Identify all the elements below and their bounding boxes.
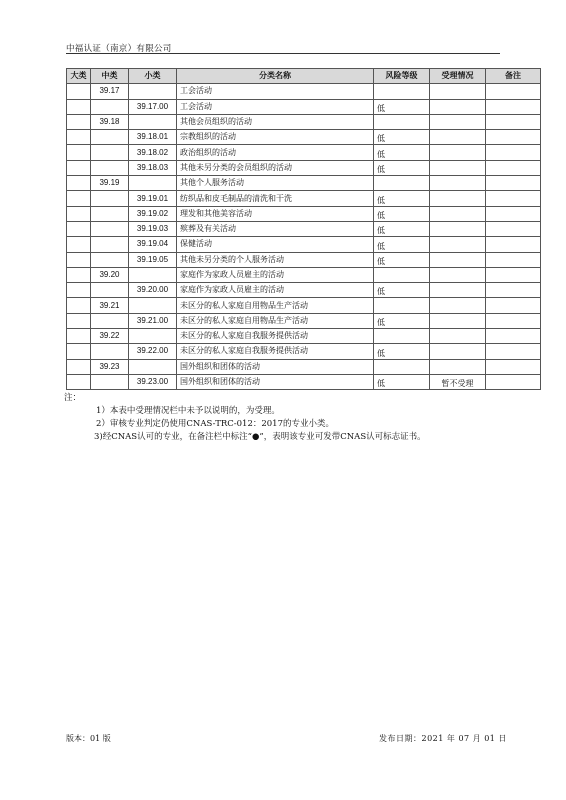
cell-minor: 39.19.02: [129, 206, 177, 221]
cell-name: 未区分的私人家庭自用物品生产活动: [177, 298, 374, 313]
cell-risk: 低: [374, 313, 430, 328]
cell-risk: [374, 329, 430, 344]
cell-acceptance: [430, 344, 486, 359]
cell-major: [67, 298, 91, 313]
cell-risk: 低: [374, 145, 430, 160]
cell-acceptance: [430, 252, 486, 267]
cell-remark: [486, 130, 541, 145]
col-header-name: 分类名称: [177, 69, 374, 84]
table-row: [67, 298, 541, 313]
cell-remark: [486, 176, 541, 191]
cell-remark: [486, 359, 541, 374]
cell-acceptance: [430, 191, 486, 206]
cell-remark: [486, 283, 541, 298]
cell-major: [67, 160, 91, 175]
cell-acceptance: [430, 145, 486, 160]
cell-minor: [129, 267, 177, 282]
cell-remark: [486, 252, 541, 267]
cell-name: 国外组织和团体的活动: [177, 374, 374, 389]
cell-name: 其他个人服务活动: [177, 176, 374, 191]
cell-minor: [129, 329, 177, 344]
cell-minor: 39.18.03: [129, 160, 177, 175]
cell-remark: [486, 329, 541, 344]
cell-mid: 39.22: [91, 329, 129, 344]
cell-mid: 39.20: [91, 267, 129, 282]
cell-risk: 低: [374, 130, 430, 145]
cell-remark: [486, 344, 541, 359]
table-row: [67, 114, 541, 129]
cell-major: [67, 359, 91, 374]
cell-mid: [91, 160, 129, 175]
table-row: [67, 176, 541, 191]
cell-major: [67, 145, 91, 160]
cell-mid: [91, 252, 129, 267]
cell-risk: 低: [374, 160, 430, 175]
cell-risk: 低: [374, 237, 430, 252]
cell-major: [67, 191, 91, 206]
cell-risk: 低: [374, 252, 430, 267]
cell-remark: [486, 114, 541, 129]
cell-minor: [129, 114, 177, 129]
cell-name: 未区分的私人家庭自我服务提供活动: [177, 329, 374, 344]
cell-minor: 39.19.05: [129, 252, 177, 267]
cell-acceptance: [430, 283, 486, 298]
cell-mid: [91, 191, 129, 206]
cell-minor: [129, 359, 177, 374]
cell-major: [67, 114, 91, 129]
cell-remark: [486, 221, 541, 236]
cell-major: [67, 84, 91, 99]
table-row: [67, 145, 541, 160]
note-item: 1）本表中受理情况栏中未予以说明的，为受理。: [96, 406, 280, 416]
cell-remark: [486, 206, 541, 221]
col-header-remark: 备注: [486, 69, 541, 84]
table-row: [67, 359, 541, 374]
cell-acceptance: [430, 206, 486, 221]
cell-risk: 低: [374, 191, 430, 206]
cell-mid: [91, 221, 129, 236]
cell-risk: [374, 267, 430, 282]
cell-risk: 低: [374, 283, 430, 298]
note-item: 2）审核专业判定仍使用CNAS-TRC-012：2017的专业小类。: [96, 419, 334, 429]
cell-name: 家庭作为家政人员雇主的活动: [177, 283, 374, 298]
table-row: [67, 84, 541, 99]
cell-remark: [486, 84, 541, 99]
cell-name: 其他未另分类的个人服务活动: [177, 252, 374, 267]
cell-risk: [374, 298, 430, 313]
cell-remark: [486, 374, 541, 389]
cell-mid: 39.23: [91, 359, 129, 374]
cell-acceptance: [430, 267, 486, 282]
cell-name: 其他未另分类的会员组织的活动: [177, 160, 374, 175]
cell-mid: [91, 99, 129, 114]
cell-mid: [91, 130, 129, 145]
col-header-minor: 小类: [129, 69, 177, 84]
cell-risk: 低: [374, 374, 430, 389]
cell-acceptance: [430, 221, 486, 236]
cell-major: [67, 221, 91, 236]
table-row: [67, 313, 541, 328]
note-item: 3)经CNAS认可的专业，在备注栏中标注“●”，表明该专业可发带CNAS认可标志证书。: [94, 432, 426, 442]
cell-major: [67, 313, 91, 328]
cell-minor: [129, 84, 177, 99]
cell-risk: [374, 176, 430, 191]
col-header-risk: 风险等级: [374, 69, 430, 84]
cell-remark: [486, 145, 541, 160]
cell-name: 未区分的私人家庭自我服务提供活动: [177, 344, 374, 359]
cell-mid: 39.18: [91, 114, 129, 129]
cell-name: 政治组织的活动: [177, 145, 374, 160]
table-row: [67, 329, 541, 344]
cell-acceptance: [430, 313, 486, 328]
cell-risk: [374, 114, 430, 129]
cell-mid: [91, 206, 129, 221]
cell-major: [67, 176, 91, 191]
cell-major: [67, 344, 91, 359]
cell-minor: 39.23.00: [129, 374, 177, 389]
cell-acceptance: [430, 298, 486, 313]
table-body: [67, 84, 541, 390]
cell-remark: [486, 237, 541, 252]
table-row: [67, 237, 541, 252]
cell-minor: 39.18.02: [129, 145, 177, 160]
cell-acceptance: [430, 329, 486, 344]
cell-remark: [486, 267, 541, 282]
cell-risk: 低: [374, 206, 430, 221]
cell-minor: [129, 298, 177, 313]
header-rule: [66, 53, 500, 54]
cell-minor: 39.21.00: [129, 313, 177, 328]
cell-mid: [91, 237, 129, 252]
cell-acceptance: [430, 237, 486, 252]
table-row: [67, 130, 541, 145]
table-row: [67, 283, 541, 298]
company-header: 中福认证（南京）有限公司: [66, 44, 172, 54]
table-row: [67, 160, 541, 175]
cell-major: [67, 206, 91, 221]
cell-major: [67, 252, 91, 267]
cell-name: 宗教组织的活动: [177, 130, 374, 145]
cell-mid: [91, 283, 129, 298]
cell-acceptance: [430, 99, 486, 114]
cell-major: [67, 237, 91, 252]
classification-table: [66, 68, 541, 390]
cell-name: 家庭作为家政人员雇主的活动: [177, 267, 374, 282]
cell-mid: [91, 313, 129, 328]
cell-major: [67, 329, 91, 344]
version-label: 版本：01 版: [66, 734, 111, 743]
cell-minor: 39.22.00: [129, 344, 177, 359]
cell-major: [67, 99, 91, 114]
cell-minor: 39.19.01: [129, 191, 177, 206]
table-row: [67, 374, 541, 389]
cell-name: 工会活动: [177, 84, 374, 99]
table-row: [67, 221, 541, 236]
cell-name: 理发和其他美容活动: [177, 206, 374, 221]
cell-remark: [486, 160, 541, 175]
cell-remark: [486, 313, 541, 328]
cell-acceptance: [430, 84, 486, 99]
cell-major: [67, 267, 91, 282]
table-row: [67, 99, 541, 114]
cell-name: 殡葬及有关活动: [177, 221, 374, 236]
cell-minor: 39.20.00: [129, 283, 177, 298]
cell-acceptance: [430, 359, 486, 374]
cell-minor: 39.19.04: [129, 237, 177, 252]
cell-name: 其他会员组织的活动: [177, 114, 374, 129]
notes-label: 注：: [64, 393, 82, 403]
cell-acceptance: [430, 160, 486, 175]
cell-name: 国外组织和团体的活动: [177, 359, 374, 374]
cell-risk: 低: [374, 99, 430, 114]
cell-name: 纺织品和皮毛制品的清洗和干洗: [177, 191, 374, 206]
cell-name: 保健活动: [177, 237, 374, 252]
table-row: [67, 206, 541, 221]
cell-minor: 39.19.03: [129, 221, 177, 236]
cell-mid: [91, 374, 129, 389]
cell-mid: [91, 145, 129, 160]
cell-acceptance: [430, 114, 486, 129]
col-header-mid: 中类: [91, 69, 129, 84]
cell-name: 未区分的私人家庭自用物品生产活动: [177, 313, 374, 328]
cell-risk: 低: [374, 344, 430, 359]
cell-mid: 39.17: [91, 84, 129, 99]
col-header-acceptance: 受理情况: [430, 69, 486, 84]
cell-mid: 39.21: [91, 298, 129, 313]
cell-major: [67, 374, 91, 389]
table-row: [67, 344, 541, 359]
cell-risk: 低: [374, 221, 430, 236]
cell-risk: [374, 359, 430, 374]
table-row: [67, 267, 541, 282]
cell-mid: [91, 344, 129, 359]
cell-remark: [486, 298, 541, 313]
cell-acceptance: [430, 130, 486, 145]
cell-minor: 39.17.00: [129, 99, 177, 114]
cell-minor: 39.18.01: [129, 130, 177, 145]
release-date: 发布日期：2021 年 07 月 01 日: [379, 734, 507, 743]
table-row: [67, 191, 541, 206]
cell-name: 工会活动: [177, 99, 374, 114]
table-row: [67, 252, 541, 267]
cell-major: [67, 130, 91, 145]
cell-remark: [486, 99, 541, 114]
cell-acceptance: [430, 176, 486, 191]
cell-acceptance: 暂不受理: [430, 374, 486, 389]
cell-major: [67, 283, 91, 298]
notes-section: [66, 392, 426, 444]
cell-remark: [486, 191, 541, 206]
cell-risk: [374, 84, 430, 99]
table-header-row: [67, 69, 541, 84]
cell-mid: 39.19: [91, 176, 129, 191]
col-header-major: 大类: [67, 69, 91, 84]
cell-minor: [129, 176, 177, 191]
